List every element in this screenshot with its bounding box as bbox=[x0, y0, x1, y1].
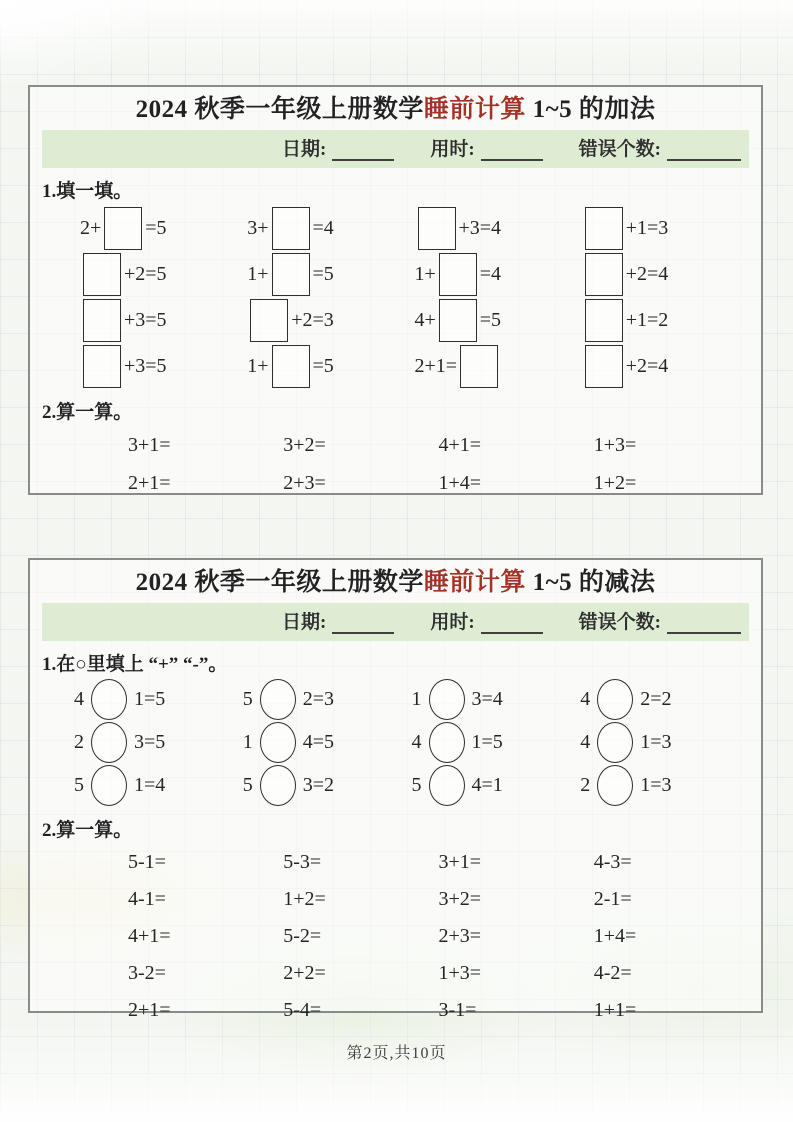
sign-circle[interactable] bbox=[429, 722, 465, 763]
answer-box[interactable] bbox=[585, 253, 623, 296]
page-indicator: 第2页,共10页 bbox=[346, 1045, 447, 1062]
equation-text: 2+1= bbox=[414, 354, 458, 377]
equation-text: 1=4 bbox=[134, 774, 166, 796]
equation-text: 4 bbox=[411, 731, 422, 753]
date-blank[interactable] bbox=[332, 618, 394, 634]
fill-problem bbox=[582, 297, 749, 343]
equation-text: 1+ bbox=[414, 262, 436, 285]
answer-box[interactable] bbox=[272, 253, 310, 296]
calc-problem: 4-3= bbox=[593, 851, 632, 873]
fill-problem bbox=[582, 343, 749, 389]
circle-problem bbox=[580, 721, 749, 764]
equation-text: =5 bbox=[312, 262, 334, 285]
fill-grid bbox=[42, 205, 749, 389]
calc-problem: 2+3= bbox=[283, 471, 326, 494]
fill-problem bbox=[80, 251, 247, 297]
equation-text: +2=3 bbox=[291, 308, 334, 331]
circle-problem bbox=[243, 678, 412, 721]
calc-problem: 3-1= bbox=[438, 999, 477, 1021]
calc-problem: 2-1= bbox=[593, 888, 632, 910]
info-banner bbox=[42, 130, 749, 168]
date-label: 日期: bbox=[282, 612, 327, 633]
addition-worksheet-panel bbox=[28, 85, 763, 495]
fill-problem bbox=[247, 343, 414, 389]
calc-problem: 1+2= bbox=[283, 888, 326, 910]
section-1-label: 1.在○里填上 “+” “-”。 bbox=[42, 654, 228, 675]
equation-text: 1+ bbox=[247, 354, 269, 377]
fill-problem bbox=[80, 343, 247, 389]
title-suffix: 1~5 的减法 bbox=[525, 569, 656, 596]
date-blank[interactable] bbox=[332, 145, 394, 161]
errors-field bbox=[579, 134, 741, 161]
calc-problem: 2+1= bbox=[128, 471, 171, 494]
equation-text: 5 bbox=[242, 688, 253, 710]
worksheet-title bbox=[42, 566, 749, 600]
calc-problem: 3+1= bbox=[438, 851, 482, 873]
circle-problem bbox=[580, 678, 749, 721]
fill-problem bbox=[247, 205, 414, 251]
time-label: 用时: bbox=[430, 139, 475, 160]
calc-problem: 5-1= bbox=[128, 851, 166, 873]
equation-text: 4=5 bbox=[302, 731, 335, 753]
calc-problem: 1+2= bbox=[593, 471, 637, 494]
equation-text: +2=4 bbox=[625, 262, 669, 285]
circle-problem bbox=[74, 721, 243, 764]
sign-circle[interactable] bbox=[260, 722, 296, 763]
equation-text: =4 bbox=[479, 262, 502, 285]
fill-problem bbox=[80, 297, 247, 343]
equation-text: 2 bbox=[580, 774, 591, 796]
equation-text: 5 bbox=[411, 774, 422, 796]
answer-box[interactable] bbox=[83, 345, 121, 388]
sign-circle[interactable] bbox=[429, 765, 465, 806]
title-highlight: 睡前计算 bbox=[423, 96, 526, 123]
calc-problem: 1+3= bbox=[593, 433, 637, 456]
calc-problem: 3+2= bbox=[438, 888, 482, 910]
errors-label: 错误个数: bbox=[578, 139, 661, 160]
calc-problem: 1+4= bbox=[593, 925, 637, 947]
circle-problem bbox=[580, 764, 749, 807]
equation-text: 4 bbox=[74, 688, 84, 710]
calc-problem: 4-2= bbox=[593, 962, 632, 984]
time-blank[interactable] bbox=[481, 145, 543, 161]
title-prefix: 2024 秋季一年级上册数学 bbox=[135, 569, 424, 596]
errors-field bbox=[579, 607, 741, 634]
equation-text: 3+ bbox=[247, 216, 269, 239]
answer-box[interactable] bbox=[585, 345, 623, 388]
section-2-label: 2.算一算。 bbox=[42, 820, 133, 841]
equation-text: 1 bbox=[242, 731, 253, 753]
fill-problem bbox=[582, 251, 749, 297]
calc-problem: 4+1= bbox=[438, 433, 482, 456]
calc-problem: 1+4= bbox=[438, 471, 482, 494]
title-highlight: 睡前计算 bbox=[423, 569, 526, 596]
answer-box[interactable] bbox=[439, 253, 477, 296]
calc-problem: 5-3= bbox=[283, 851, 322, 873]
sign-circle[interactable] bbox=[597, 679, 633, 720]
fill-problem bbox=[80, 205, 247, 251]
calc-problem: 5-4= bbox=[283, 999, 322, 1021]
equation-text: 3=4 bbox=[471, 688, 503, 710]
equation-text: 4 bbox=[580, 688, 591, 710]
equation-text: 2+ bbox=[80, 216, 102, 239]
equation-text: =5 bbox=[145, 216, 167, 239]
worksheet-title bbox=[42, 93, 749, 127]
sign-circle[interactable] bbox=[91, 765, 127, 806]
title-prefix: 2024 秋季一年级上册数学 bbox=[135, 96, 424, 123]
time-blank[interactable] bbox=[481, 618, 543, 634]
answer-box[interactable] bbox=[585, 299, 623, 342]
equation-text: +3=4 bbox=[458, 216, 502, 239]
errors-label: 错误个数: bbox=[578, 612, 661, 633]
calc-problem: 1+3= bbox=[438, 962, 482, 984]
calc-problem: 1+1= bbox=[593, 999, 637, 1021]
subtraction-worksheet-panel bbox=[28, 558, 763, 1021]
equation-text: +2=5 bbox=[124, 262, 167, 285]
sign-circle[interactable] bbox=[260, 679, 296, 720]
sign-circle[interactable] bbox=[91, 722, 127, 763]
calc-problem: 2+1= bbox=[128, 999, 171, 1021]
section-1-label: 1.填一填。 bbox=[42, 181, 133, 202]
equation-text: =5 bbox=[479, 308, 502, 331]
calc-problem: 3+2= bbox=[283, 433, 326, 456]
equation-text: 4=1 bbox=[471, 774, 503, 796]
fill-problem bbox=[415, 297, 582, 343]
equation-text: +2=4 bbox=[625, 354, 669, 377]
fill-problem bbox=[415, 205, 582, 251]
answer-box[interactable] bbox=[83, 253, 121, 296]
sign-circle[interactable] bbox=[597, 765, 633, 806]
fill-problem bbox=[415, 251, 582, 297]
sign-circle[interactable] bbox=[260, 765, 296, 806]
answer-box[interactable] bbox=[439, 299, 477, 342]
circle-problem bbox=[412, 721, 581, 764]
fill-problem bbox=[247, 297, 414, 343]
equation-text: +1=3 bbox=[625, 216, 669, 239]
equation-text: 3=5 bbox=[134, 731, 166, 753]
section-2-label: 2.算一算。 bbox=[42, 402, 133, 423]
equation-text: 2 bbox=[74, 731, 84, 753]
circle-grid bbox=[42, 678, 749, 807]
calc-problem: 3+1= bbox=[128, 433, 171, 456]
equation-text: 1=3 bbox=[640, 731, 672, 753]
answer-box[interactable] bbox=[272, 345, 310, 388]
calc-problem: 4+1= bbox=[128, 925, 171, 947]
time-field bbox=[430, 607, 542, 634]
date-label: 日期: bbox=[282, 139, 327, 160]
time-label: 用时: bbox=[430, 612, 475, 633]
date-field bbox=[282, 607, 394, 634]
equation-text: 1 bbox=[411, 688, 422, 710]
errors-blank[interactable] bbox=[667, 145, 741, 161]
fill-problem bbox=[247, 251, 414, 297]
answer-box[interactable] bbox=[272, 207, 310, 250]
equation-text: 4 bbox=[580, 731, 591, 753]
answer-box[interactable] bbox=[460, 345, 498, 388]
calc-problem: 2+2= bbox=[283, 962, 326, 984]
equation-text: 1=5 bbox=[134, 688, 166, 710]
date-field bbox=[282, 134, 394, 161]
circle-problem bbox=[74, 764, 243, 807]
circle-problem bbox=[243, 764, 412, 807]
equation-text: =4 bbox=[312, 216, 334, 239]
circle-problem bbox=[412, 678, 581, 721]
calc-problem: 2+3= bbox=[438, 925, 482, 947]
equation-text: +1=2 bbox=[625, 308, 669, 331]
calc-problem: 4-1= bbox=[128, 888, 166, 910]
calc-grid-subtraction bbox=[42, 844, 749, 1029]
equation-text: 1+ bbox=[247, 262, 269, 285]
equation-text: 1=5 bbox=[471, 731, 503, 753]
equation-text: +3=5 bbox=[124, 308, 167, 331]
calc-problem: 3-2= bbox=[128, 962, 166, 984]
equation-text: 1=3 bbox=[640, 774, 672, 796]
sign-circle[interactable] bbox=[597, 722, 633, 763]
info-banner bbox=[42, 603, 749, 641]
answer-box[interactable] bbox=[104, 207, 142, 250]
answer-box[interactable] bbox=[83, 299, 121, 342]
equation-text: 2=2 bbox=[640, 688, 672, 710]
answer-box[interactable] bbox=[418, 207, 456, 250]
equation-text: 4+ bbox=[414, 308, 436, 331]
equation-text: 3=2 bbox=[302, 774, 335, 796]
circle-problem bbox=[243, 721, 412, 764]
title-suffix: 1~5 的加法 bbox=[525, 96, 656, 123]
equation-text: 5 bbox=[74, 774, 84, 796]
fill-problem bbox=[582, 205, 749, 251]
sign-circle[interactable] bbox=[91, 679, 127, 720]
equation-text: =5 bbox=[312, 354, 334, 377]
calc-grid-addition bbox=[42, 426, 749, 502]
answer-box[interactable] bbox=[250, 299, 288, 342]
fill-problem bbox=[415, 343, 582, 389]
circle-problem bbox=[412, 764, 581, 807]
equation-text: 5 bbox=[242, 774, 253, 796]
calc-problem: 5-2= bbox=[283, 925, 322, 947]
sign-circle[interactable] bbox=[429, 679, 465, 720]
errors-blank[interactable] bbox=[667, 618, 741, 634]
answer-box[interactable] bbox=[585, 207, 623, 250]
time-field bbox=[430, 134, 542, 161]
circle-problem bbox=[74, 678, 243, 721]
equation-text: 2=3 bbox=[302, 688, 335, 710]
equation-text: +3=5 bbox=[124, 354, 167, 377]
